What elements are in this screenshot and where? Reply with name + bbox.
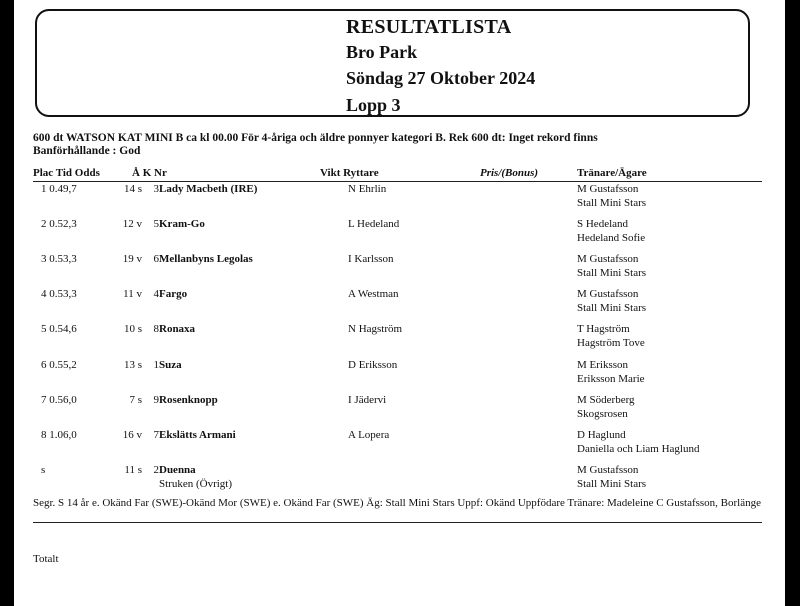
col-header-ak-nr: Å K Nr <box>132 167 167 179</box>
rider-name: D Eriksson <box>348 358 398 371</box>
horse-number: 5 <box>153 218 159 231</box>
result-row <box>14 323 785 359</box>
owner-name: Stall Mini Stars <box>577 267 647 280</box>
trainer-name: M Gustafsson <box>577 183 639 195</box>
horse-number: 4 <box>153 288 159 301</box>
result-place-time: 7 0.56,0 <box>41 393 77 406</box>
horse-name: Rosenknopp <box>159 393 218 406</box>
horse-age-sex: 7 s <box>129 393 142 406</box>
race-number: Lopp 3 <box>346 95 401 115</box>
owner-name: Stall Mini Stars <box>577 302 647 315</box>
rider-name: A Westman <box>348 288 399 301</box>
race-date: Söndag 27 Oktober 2024 <box>346 68 536 88</box>
result-place-time: s <box>41 463 46 476</box>
horse-name: Mellanbyns Legolas <box>159 253 253 266</box>
trainer-name: M Gustafsson <box>577 253 639 266</box>
rider-name: L Hedeland <box>348 218 400 231</box>
owner-name: Daniella och Liam Haglund <box>577 442 700 455</box>
rider-name: I Karlsson <box>348 253 394 266</box>
result-row <box>14 288 785 324</box>
horse-name: Ronaxa <box>159 323 196 336</box>
horse-number: 2 <box>153 463 159 476</box>
col-header-vikt-ryttare: Vikt Ryttare <box>320 167 379 179</box>
page-title: RESULTATLISTA <box>346 16 512 38</box>
result-row <box>14 464 785 500</box>
result-place-time: 5 0.54,6 <box>41 323 77 336</box>
horse-name: Suza <box>159 358 182 371</box>
result-place-time: 6 0.55,2 <box>41 358 77 371</box>
result-place-time: 2 0.52,3 <box>41 218 77 231</box>
horse-name: Duenna <box>159 463 196 476</box>
rider-name: A Lopera <box>348 428 390 441</box>
trainer-name: M Söderberg <box>577 393 635 406</box>
result-page <box>14 0 785 606</box>
venue-name: Bro Park <box>346 42 418 62</box>
owner-name: Skogsrosen <box>577 407 628 420</box>
horse-number: 3 <box>153 183 159 195</box>
horse-age-sex: 13 s <box>123 358 142 371</box>
horse-age-sex: 12 v <box>122 218 142 231</box>
rider-name: N Ehrlin <box>348 183 387 195</box>
horse-number: 8 <box>153 323 159 336</box>
col-header-tranare: Tränare/Ägare <box>577 167 647 179</box>
footer-rule <box>33 522 762 523</box>
result-row <box>14 253 785 289</box>
result-row <box>14 218 785 254</box>
result-row <box>14 394 785 430</box>
rider-name: N Hagström <box>348 323 403 336</box>
race-description: 600 dt WATSON KAT MINI B ca kl 00.00 För 4-åriga och äldre ponnyer kategori B. Rek 600 dt: Inget rekord finns <box>33 132 598 144</box>
result-row <box>14 359 785 395</box>
result-row <box>14 183 785 219</box>
trainer-name: M Gustafsson <box>577 463 639 476</box>
horse-number: 7 <box>153 428 159 441</box>
horse-number: 9 <box>153 393 159 406</box>
trainer-name: S Hedeland <box>577 218 629 231</box>
trainer-name: T Hagström <box>577 323 630 336</box>
result-row <box>14 429 785 465</box>
horse-number: 1 <box>153 358 159 371</box>
col-header-plac-tid-odds: Plac Tid Odds <box>33 167 100 179</box>
horse-name: Ekslätts Armani <box>159 428 236 441</box>
owner-name: Hedeland Sofie <box>577 232 646 245</box>
horse-age-sex: 19 v <box>122 253 142 266</box>
track-condition: Banförhållande : God <box>33 145 141 157</box>
horse-name: Lady Macbeth (IRE) <box>159 183 258 195</box>
owner-name: Eriksson Marie <box>577 372 645 385</box>
result-place-time: 4 0.53,3 <box>41 288 77 301</box>
rider-name: I Jädervi <box>348 393 387 406</box>
result-place-time: 8 1.06,0 <box>41 428 77 441</box>
owner-name: Stall Mini Stars <box>577 197 647 209</box>
col-header-pris: Pris/(Bonus) <box>480 167 539 179</box>
horse-name: Kram-Go <box>159 218 205 231</box>
owner-name: Hagström Tove <box>577 337 645 350</box>
horse-age-sex: 16 v <box>122 428 142 441</box>
trainer-name: M Eriksson <box>577 358 629 371</box>
header-rule <box>33 181 762 182</box>
result-place-time: 1 0.49,7 <box>41 183 77 195</box>
scratch-note: Struken (Övrigt) <box>159 477 233 490</box>
result-place-time: 3 0.53,3 <box>41 253 77 266</box>
total-label: Totalt <box>33 553 59 565</box>
owner-name: Stall Mini Stars <box>577 477 647 490</box>
winner-info: Segr. S 14 år e. Okänd Far (SWE)-Okänd Mor (SWE) e. Okänd Far (SWE) Äg: Stall Mini Stars Uppf: Okänd Uppfödare Tränare: Madeleine C Gustafsson, Borlänge <box>33 497 761 509</box>
horse-number: 6 <box>153 253 159 266</box>
trainer-name: M Gustafsson <box>577 288 639 301</box>
trainer-name: D Haglund <box>577 428 626 441</box>
header-box <box>35 9 750 117</box>
horse-age-sex: 11 v <box>123 288 142 301</box>
horse-age-sex: 11 s <box>124 463 142 476</box>
horse-age-sex: 10 s <box>123 323 142 336</box>
horse-name: Fargo <box>159 288 188 301</box>
horse-age-sex: 14 s <box>123 183 142 195</box>
